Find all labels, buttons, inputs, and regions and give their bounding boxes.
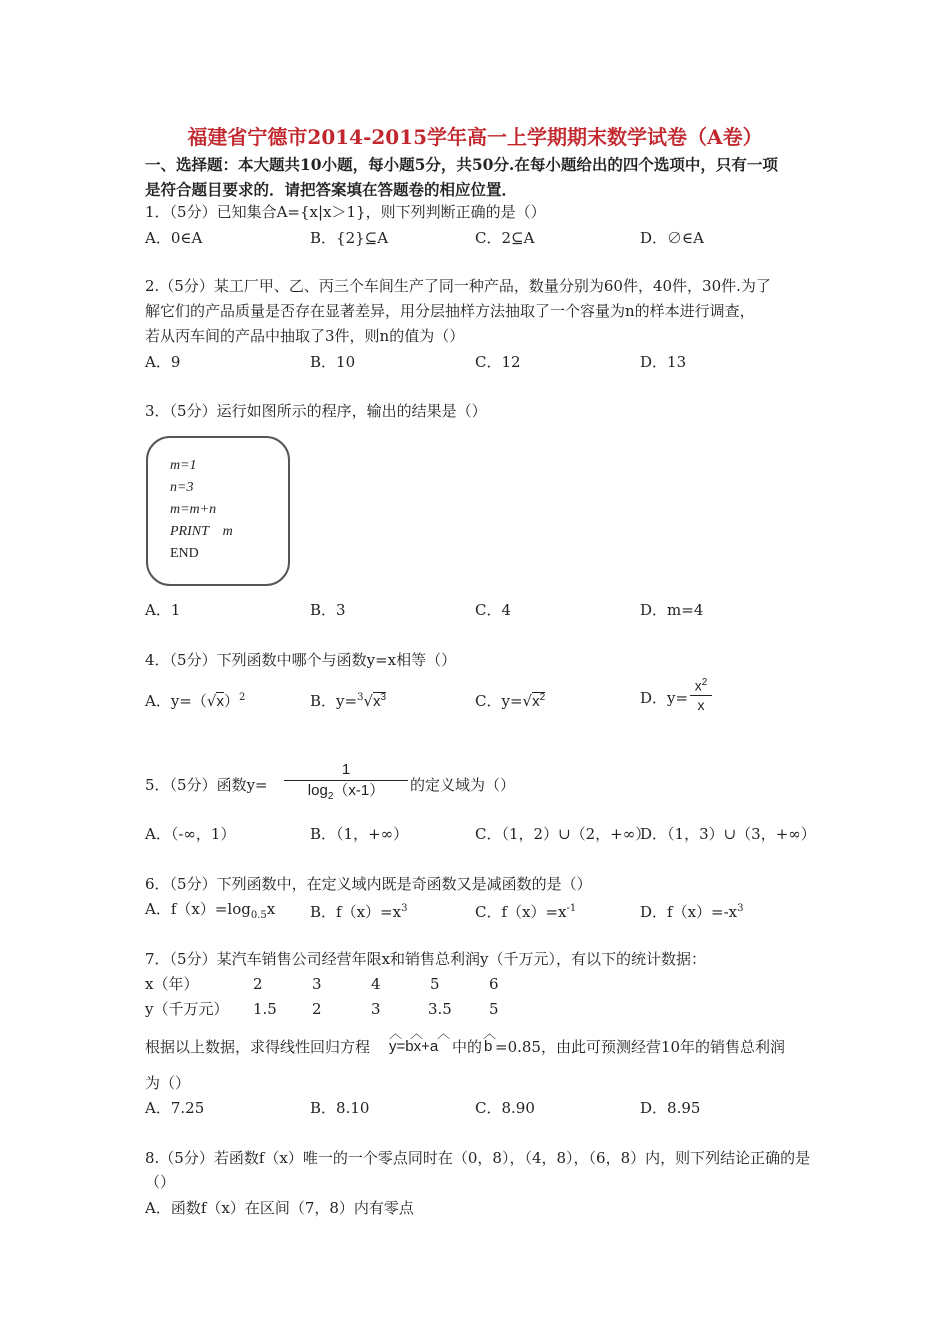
q2-stem-line3: 若从丙车间的产品中抽取了3件，则n的值为（）: [145, 327, 465, 345]
q7-option-b: B．8.10: [310, 1099, 370, 1117]
q4-option-b: [310, 688, 386, 712]
q7-option-c: C．8.90: [475, 1099, 535, 1117]
hat-icon: ︿: [483, 1027, 497, 1042]
q6-option-b: [310, 899, 407, 922]
q4-a-suffix: ）: [223, 692, 239, 710]
q4-c-prefix: C．y=: [475, 692, 523, 710]
section-heading-line1: 一、选择题：本大题共10小题，每小题5分，共50分.在每小题给出的四个选项中，只有一项: [145, 155, 778, 174]
q5-option-d: D．（1，3）∪（3，+∞）: [640, 825, 816, 843]
program-line: PRINT m: [170, 524, 233, 539]
fraction-numerator: 1: [341, 761, 351, 778]
q4-option-d-fraction: [690, 674, 712, 714]
hat-icon: ︿: [437, 1027, 451, 1042]
hat-icon: ︿: [389, 1027, 403, 1042]
exponent: 3: [380, 692, 387, 703]
fraction-numerator: [690, 674, 712, 695]
q7-table-cell: 6: [489, 975, 499, 993]
q1-stem: 1．（5分）已知集合A={x|x＞1}，则下列判断正确的是（）: [145, 203, 546, 221]
radicand: x: [216, 693, 224, 710]
exponent: 2: [701, 677, 708, 688]
option-text: C．f（x）=x: [475, 903, 567, 921]
program-box: [146, 436, 290, 586]
numerator-base: x: [694, 677, 702, 694]
q2-stem-line1: 2.（5分）某工厂甲、乙、丙三个车间生产了同一种产品，数量分别为60件，40件，30件.为了: [145, 277, 771, 295]
q7-option-a: A．7.25: [145, 1099, 205, 1117]
q1-option-d: D．∅∈A: [640, 229, 704, 247]
option-text: D．f（x）=-x: [640, 903, 738, 921]
option-text: x: [266, 900, 276, 918]
radicand-base: x: [373, 693, 381, 710]
q7-table-cell: 2: [312, 1000, 322, 1018]
radicand-base: x: [532, 693, 540, 710]
q7-line1-suffix: =0.85，由此可预测经营10年的销售总利润: [495, 1038, 786, 1056]
q7-table-cell: 5: [489, 1000, 499, 1018]
section-heading-line2: 是符合题目要求的．请把答案填在答题卷的相应位置．: [145, 180, 518, 199]
page-title: 福建省宁德市2014-2015学年高一上学期期末数学试卷（A卷）: [187, 125, 763, 149]
q1-option-c: C．2⊆A: [475, 229, 535, 247]
q7-table-cell: 3: [312, 975, 322, 993]
q6-option-d: [640, 899, 744, 922]
log-base: 2: [327, 791, 334, 802]
q5-option-b: B．（1，+∞）: [310, 825, 409, 843]
q8-stem-line2: （）: [145, 1173, 176, 1191]
q4-option-a: [145, 688, 245, 712]
q4-stem: 4．（5分）下列函数中哪个与函数y=x相等（）: [145, 651, 457, 669]
q6-option-c: [475, 899, 576, 922]
q1-option-a: A．0∈A: [145, 229, 203, 247]
q8-option-a: A．函数f（x）在区间（7，8）内有零点: [145, 1199, 414, 1217]
exponent: 2: [539, 692, 546, 703]
q2-option-b: B．10: [310, 353, 356, 371]
root-index: 3: [357, 692, 364, 703]
option-text: A．f（x）=log: [145, 900, 251, 918]
q5-option-c: C．（1，2）∪（2，+∞）: [475, 825, 651, 843]
q2-option-d: D．13: [640, 353, 687, 371]
fraction-denominator: [284, 780, 408, 807]
sqrt-icon: √: [522, 692, 533, 710]
q7-table-cell: 3: [371, 1000, 381, 1018]
option-text: B．f（x）=x: [310, 903, 402, 921]
q7-table-x-label: x（年）: [145, 975, 199, 993]
q7-b-hat: b: [484, 1038, 493, 1055]
q7-table-cell: 5: [430, 975, 440, 993]
q7-table-cell: 2: [253, 975, 263, 993]
q7-line1-prefix: 根据以上数据，求得线性回归方程: [145, 1038, 371, 1056]
q7-table-cell: 1.5: [253, 1000, 277, 1018]
q3-stem: 3．（5分）运行如图所示的程序，输出的结果是（）: [145, 402, 487, 420]
fraction-denominator: x: [690, 695, 712, 714]
q7-regression-equation: y=bx+a: [389, 1038, 439, 1055]
q8-stem-line1: 8.（5分）若函数f（x）唯一的一个零点同时在（0，8），（4，8），（6，8）内，则下列结论正确的是: [145, 1149, 811, 1167]
q7-option-d: D．8.95: [640, 1099, 701, 1117]
q4-b-prefix: B．y=: [310, 692, 358, 710]
q5-stem-suffix: 的定义域为（）: [410, 776, 516, 794]
sqrt-icon: √: [206, 692, 217, 710]
q5-fraction: [284, 760, 408, 807]
q7-line1-middle: 中的: [452, 1038, 483, 1056]
exponent: 3: [737, 903, 744, 914]
exponent: 2: [238, 692, 246, 703]
hat-icon: ︿: [410, 1027, 424, 1042]
q7-table-cell: 4: [371, 975, 381, 993]
q3-option-a: A．1: [145, 601, 181, 619]
q3-option-d: D．m=4: [640, 601, 704, 619]
program-line: END: [170, 546, 199, 561]
q3-option-c: C．4: [475, 601, 512, 619]
exponent: 3: [401, 903, 408, 914]
log-text: log: [307, 782, 328, 799]
program-line: n=3: [170, 480, 194, 495]
log-argument: （x-1）: [333, 782, 385, 799]
radicand: [373, 692, 386, 710]
q2-option-c: C．12: [475, 353, 521, 371]
program-line: m=1: [170, 458, 197, 473]
program-line: m=m+n: [170, 502, 217, 517]
q2-option-a: A．9: [145, 353, 181, 371]
q4-option-c: [475, 688, 545, 712]
q7-stem: 7．（5分）某汽车销售公司经营年限x和销售总利润y（千万元），有以下的统计数据：: [145, 950, 707, 968]
exponent: -1: [566, 903, 577, 914]
q6-stem: 6．（5分）下列函数中，在定义域内既是奇函数又是减函数的是（）: [145, 875, 592, 893]
q7-table-cell: 3.5: [428, 1000, 452, 1018]
q1-option-b: B．{2}⊆A: [310, 229, 389, 247]
q3-option-b: B．3: [310, 601, 346, 619]
q2-stem-line2: 解它们的产品质量是否存在显著差异，用分层抽样方法抽取了一个容量为n的样本进行调查，: [145, 302, 755, 320]
q7-table-y-label: y（千万元）: [145, 1000, 229, 1018]
sqrt-icon: √: [363, 692, 374, 710]
q4-a-prefix: A．y=（: [145, 692, 207, 710]
radicand: [532, 692, 545, 710]
q5-stem-prefix: 5．（5分）函数y=: [145, 776, 268, 794]
log-base: 0.5: [250, 910, 267, 921]
q6-option-a: [145, 899, 275, 926]
q7-line2: 为（）: [145, 1074, 191, 1092]
q5-option-a: A．（-∞，1）: [145, 825, 236, 843]
q4-option-d-prefix: D．y=: [640, 689, 689, 707]
